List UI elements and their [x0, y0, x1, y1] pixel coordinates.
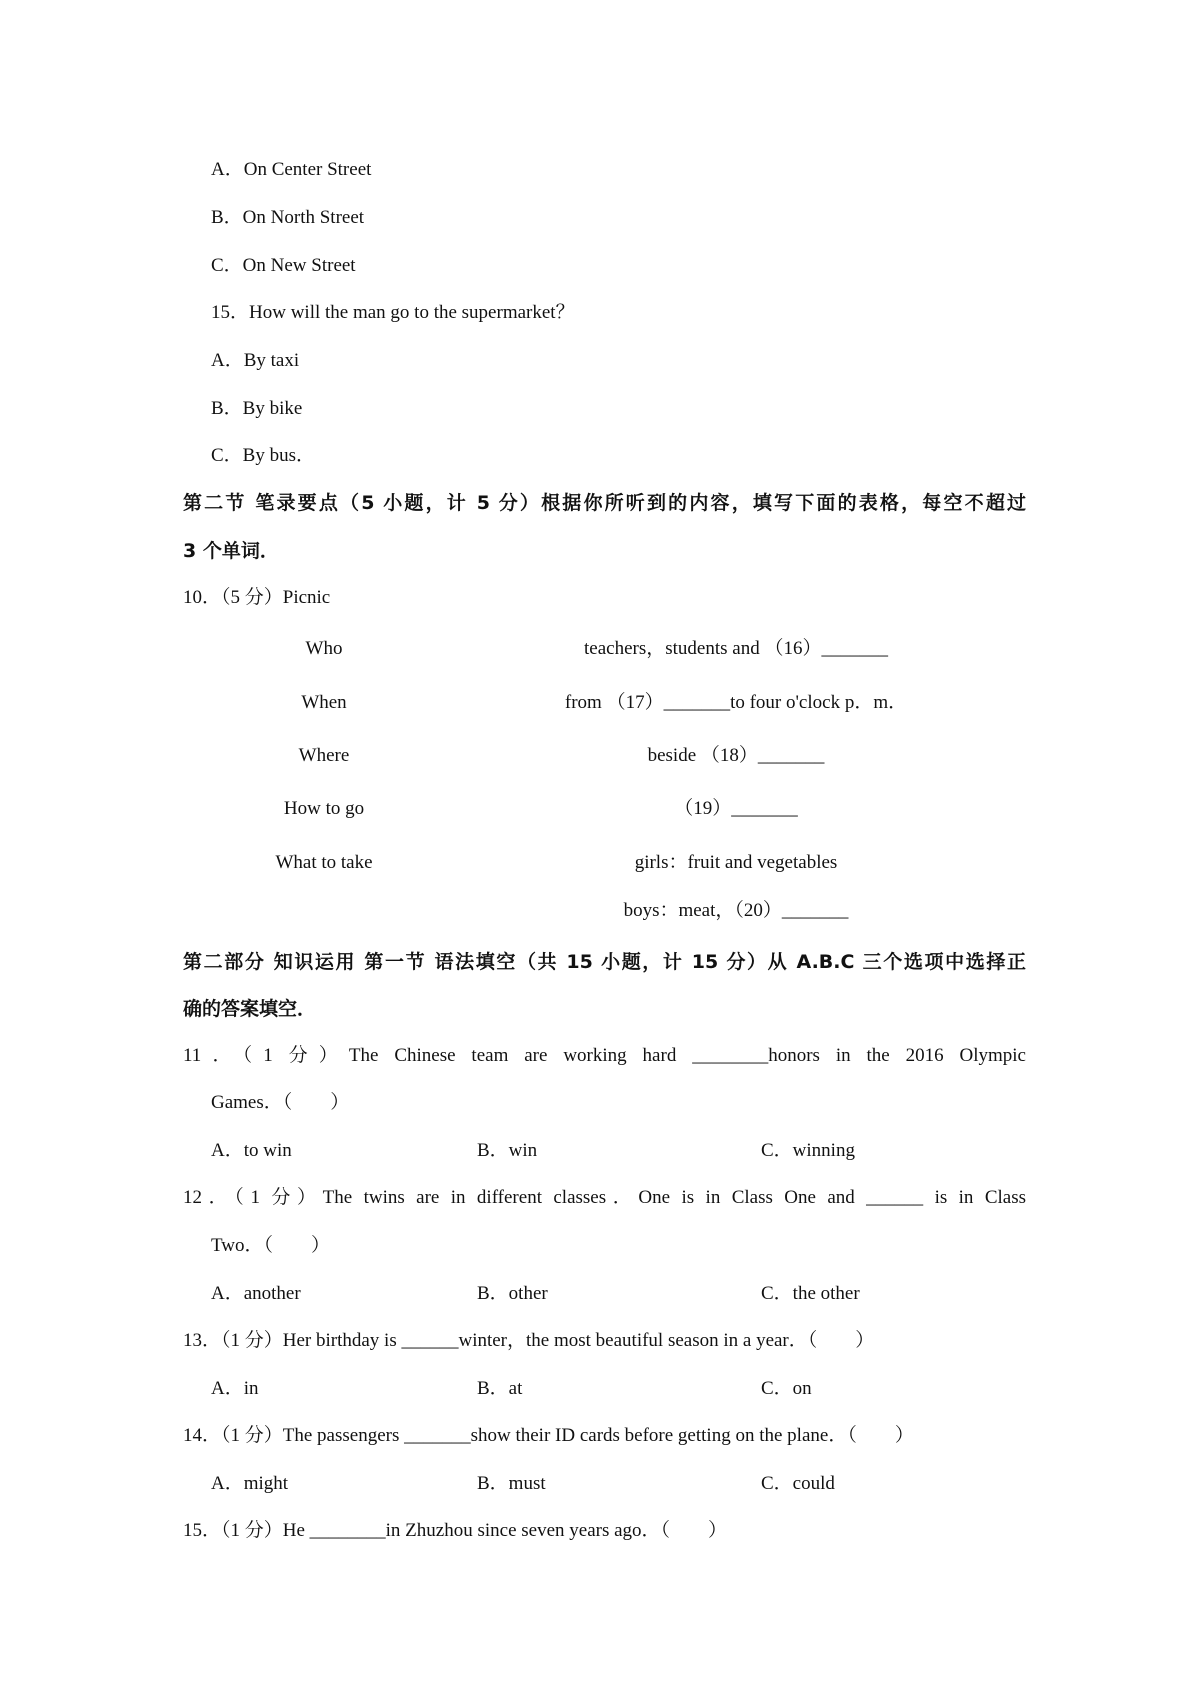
picnic-title: 10．（5 分）Picnic [183, 587, 331, 608]
q15-stem: 15．How will the man go to the supermarket？ [211, 302, 575, 323]
q13-stem: 13．（1 分）Her birthday is ______winter，the most beautiful season in a year．（ ） [183, 1330, 875, 1351]
q15-grammar-stem: 15．（1 分）He ________in Zhuzhou since seven years ago．（ ） [183, 1520, 728, 1541]
q14-grammar-stem: 14．（1 分）The passengers _______show their ID cards before getting on the plane．（ ） [183, 1425, 914, 1446]
picnic-label-how: How to go [283, 798, 365, 819]
section2-heading-line2: 3 个单词． [183, 540, 279, 562]
q15-option-a: A．By taxi [211, 350, 300, 371]
picnic-value-what: girls：fruit and vegetables [634, 852, 838, 873]
q11-option-a: A．to win [211, 1140, 292, 1161]
q15-option-c: C．By bus． [211, 445, 315, 466]
q14-grammar-option-a: A．might [211, 1473, 289, 1494]
q12-stem-line1: 12．（1 分）The twins are in different classes．One is in Class One and ______ is in Class [183, 1187, 1026, 1208]
q12-option-b: B．other [477, 1283, 548, 1304]
q14-grammar-option-b: B．must [477, 1473, 546, 1494]
q13-option-a: A．in [211, 1378, 259, 1399]
q11-stem-line1: 11．（1 分）The Chinese team are working hard ________honors in the 2016 Olympic [183, 1045, 1026, 1066]
picnic-value-how: （19）_______ [674, 798, 798, 819]
q12-option-a: A．another [211, 1283, 301, 1304]
picnic-label-who: Who [305, 638, 343, 659]
q12-option-c: C．the other [761, 1283, 860, 1304]
q14-option-a: A．On Center Street [211, 159, 372, 180]
picnic-value-who: teachers，students and （16）_______ [584, 638, 888, 659]
q14-grammar-option-c: C．could [761, 1473, 835, 1494]
q11-stem-line2: Games．（ ） [211, 1092, 350, 1113]
q12-stem-line2: Two．（ ） [211, 1235, 331, 1256]
picnic-value-what-extra: boys：meat，（20）_______ [623, 900, 849, 921]
q13-option-c: C．on [761, 1378, 812, 1399]
q14-option-b: B．On North Street [211, 207, 365, 228]
picnic-label-when: When [301, 692, 347, 713]
q11-option-c: C．winning [761, 1140, 855, 1161]
section2-heading-line1: 第二节 笔录要点（5 小题，计 5 分）根据你所听到的内容，填写下面的表格，每空不超过 [183, 492, 1026, 514]
part2-heading-line2: 确的答案填空． [183, 998, 317, 1020]
q15-option-b: B．By bike [211, 398, 303, 419]
q11-option-b: B．win [477, 1140, 538, 1161]
picnic-value-when: from （17）_______to four o'clock p．m． [564, 692, 908, 713]
q13-option-b: B．at [477, 1378, 523, 1399]
picnic-label-where: Where [298, 745, 350, 766]
q14-option-c: C．On New Street [211, 255, 356, 276]
part2-heading-line1: 第二部分 知识运用 第一节 语法填空（共 15 小题，计 15 分）从 A.B.C 三个选项中选择正 [183, 951, 1026, 973]
picnic-value-where: beside （18）_______ [647, 745, 825, 766]
picnic-label-what: What to take [275, 852, 373, 873]
